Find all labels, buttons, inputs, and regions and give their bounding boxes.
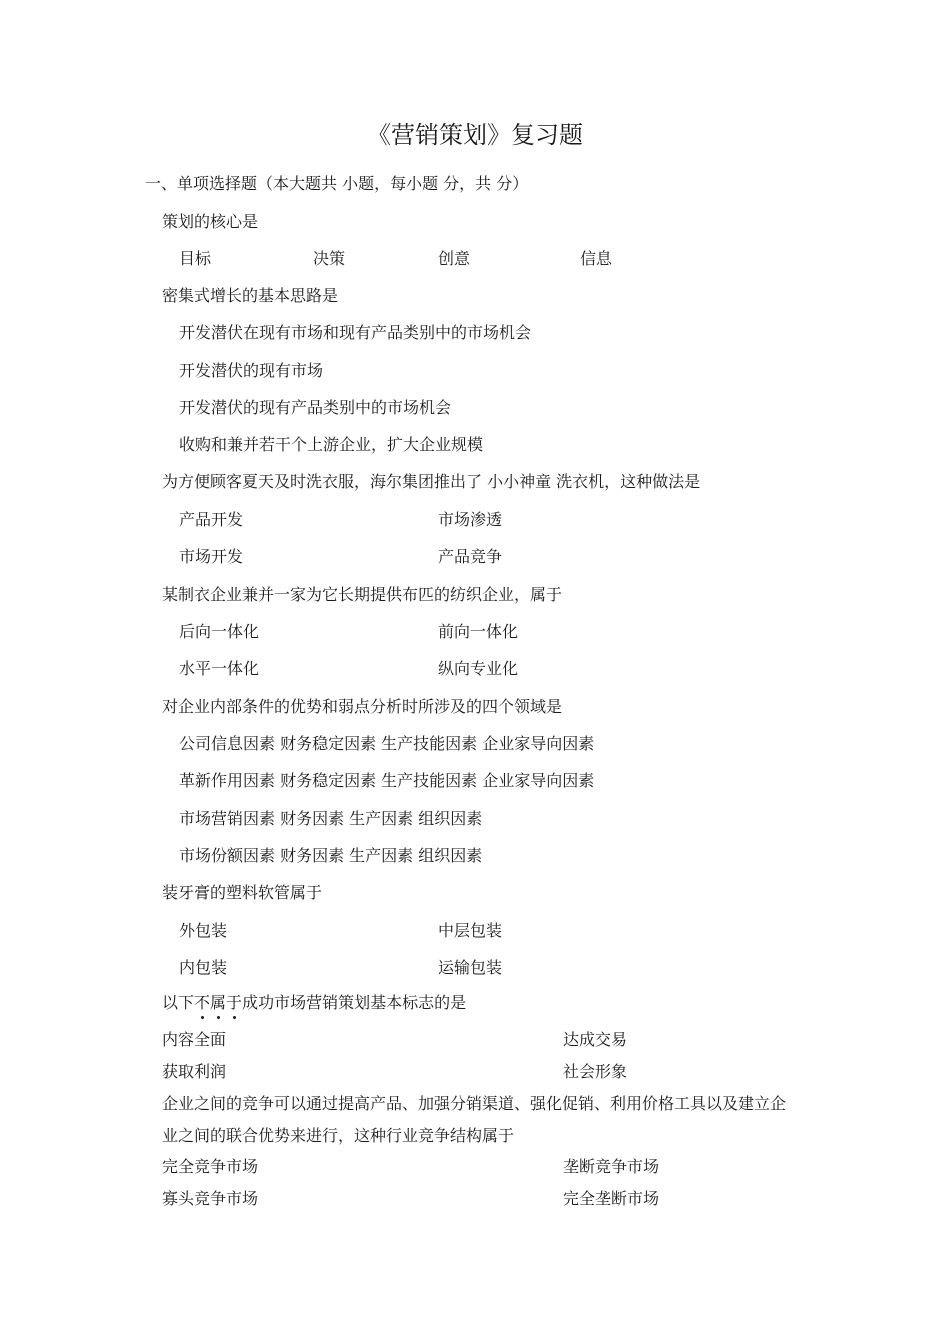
question-7-stem-suffix: 成功市场营销策划基本标志的是 bbox=[242, 993, 467, 1012]
question-8-option-b: 垄断竞争市场 bbox=[563, 1157, 660, 1176]
section-heading: 一、单项选择题（本大题共 小题，每小题 分，共 分） bbox=[145, 174, 529, 193]
question-6-option-d: 运输包装 bbox=[438, 958, 503, 977]
question-1-stem: 策划的核心是 bbox=[162, 212, 259, 231]
question-5-option-d: 市场份额因素 财务因素 生产因素 组织因素 bbox=[179, 846, 483, 865]
question-6-stem: 装牙膏的塑料软管属于 bbox=[162, 883, 323, 902]
emphasis-char: 不 bbox=[194, 993, 210, 1012]
question-8-option-d: 完全垄断市场 bbox=[563, 1189, 660, 1208]
question-5-stem: 对企业内部条件的优势和弱点分析时所涉及的四个领域是 bbox=[162, 697, 563, 716]
question-8-option-c: 寡头竞争市场 bbox=[162, 1189, 259, 1208]
question-1-option-c: 创意 bbox=[438, 249, 471, 268]
question-4-option-d: 纵向专业化 bbox=[438, 659, 519, 678]
question-2-option-a: 开发潜伏在现有市场和现有产品类别中的市场机会 bbox=[179, 323, 532, 342]
question-3-option-a: 产品开发 bbox=[179, 510, 244, 529]
question-8-option-a: 完全竞争市场 bbox=[162, 1157, 259, 1176]
emphasis-char: 属 bbox=[210, 993, 226, 1012]
question-3-option-b: 市场渗透 bbox=[438, 510, 503, 529]
document-title: 《营销策划》复习题 bbox=[367, 121, 583, 149]
question-6-option-a: 外包装 bbox=[179, 921, 228, 940]
question-3-option-d: 产品竞争 bbox=[438, 547, 503, 566]
question-4-option-b: 前向一体化 bbox=[438, 622, 519, 641]
question-3-stem: 为方便顾客夏天及时洗衣服，海尔集团推出了 小小神童 洗衣机，这种做法是 bbox=[162, 472, 701, 491]
question-5-option-a: 公司信息因素 财务稳定因素 生产技能因素 企业家导向因素 bbox=[179, 734, 595, 753]
question-4-option-c: 水平一体化 bbox=[179, 659, 260, 678]
emphasis-char: 于 bbox=[226, 993, 242, 1012]
question-2-option-d: 收购和兼并若干个上游企业，扩大企业规模 bbox=[179, 435, 484, 454]
question-5-option-b: 革新作用因素 财务稳定因素 生产技能因素 企业家导向因素 bbox=[179, 771, 595, 790]
question-6-option-b: 中层包装 bbox=[438, 921, 503, 940]
question-7-option-c: 获取利润 bbox=[162, 1062, 227, 1081]
question-2-option-b: 开发潜伏的现有市场 bbox=[179, 361, 324, 380]
question-1-option-b: 决策 bbox=[313, 249, 346, 268]
question-4-stem: 某制衣企业兼并一家为它长期提供布匹的纺织企业，属于 bbox=[162, 585, 563, 604]
question-5-option-c: 市场营销因素 财务因素 生产因素 组织因素 bbox=[179, 809, 483, 828]
question-8-stem-line-2: 业之间的联合优势来进行，这种行业竞争结构属于 bbox=[162, 1126, 515, 1145]
question-7-option-d: 社会形象 bbox=[563, 1062, 628, 1081]
question-1-option-a: 目标 bbox=[179, 249, 212, 268]
question-6-option-c: 内包装 bbox=[179, 958, 228, 977]
question-7-option-a: 内容全面 bbox=[162, 1030, 227, 1049]
question-7-stem-prefix: 以下 bbox=[162, 993, 195, 1012]
question-4-option-a: 后向一体化 bbox=[179, 622, 260, 641]
question-2-option-c: 开发潜伏的现有产品类别中的市场机会 bbox=[179, 398, 452, 417]
question-7-stem bbox=[162, 993, 466, 1013]
question-3-option-c: 市场开发 bbox=[179, 547, 244, 566]
question-2-stem: 密集式增长的基本思路是 bbox=[162, 286, 339, 305]
question-7-option-b: 达成交易 bbox=[563, 1030, 628, 1049]
question-8-stem-line-1: 企业之间的竞争可以通过提高产品、加强分销渠道、强化促销、利用价格工具以及建立企 bbox=[162, 1094, 787, 1113]
question-1-option-d: 信息 bbox=[580, 249, 613, 268]
